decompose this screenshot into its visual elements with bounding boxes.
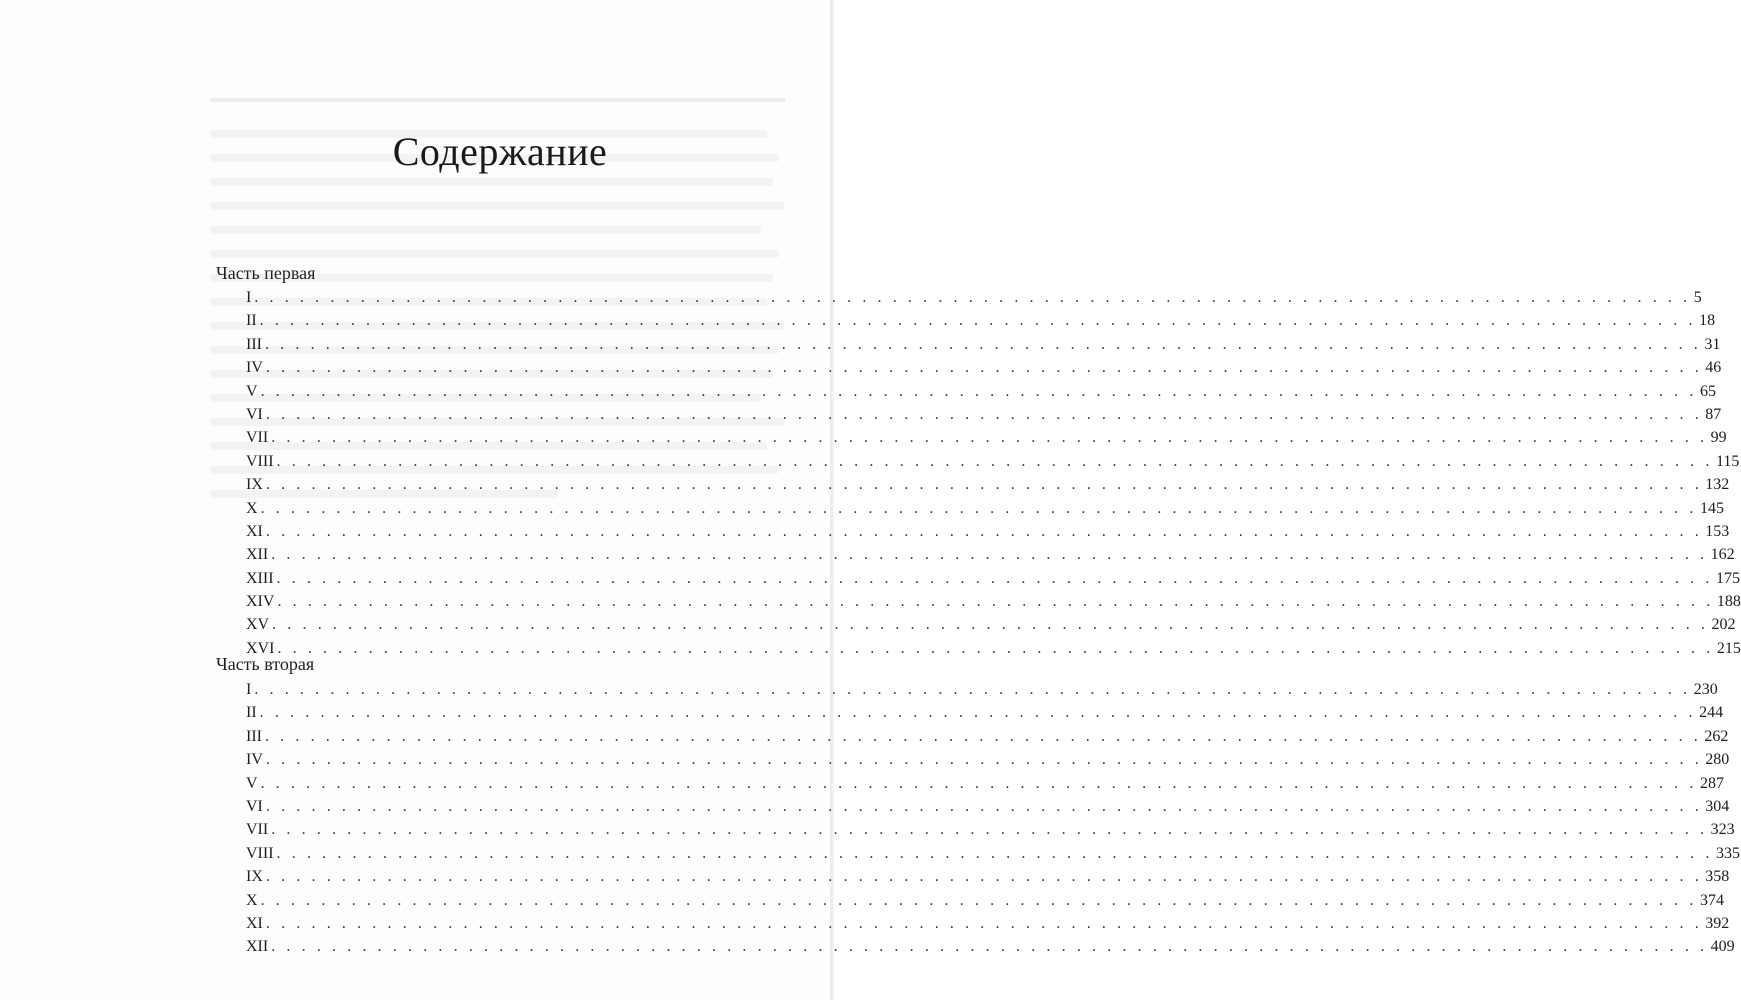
part-one-entries xyxy=(246,286,1741,660)
page-number: 202 xyxy=(1711,616,1736,634)
page-number: 132 xyxy=(1705,476,1730,494)
part-one-heading: Часть первая xyxy=(216,263,316,283)
toc-entry xyxy=(246,701,1724,724)
page-number: 87 xyxy=(1705,405,1722,423)
chapter-number: XI xyxy=(246,914,263,932)
chapter-number: IV xyxy=(246,751,263,769)
toc-entry xyxy=(246,543,1735,566)
page-number: 335 xyxy=(1715,844,1740,862)
toc-entry xyxy=(246,356,1722,379)
show-through-rule xyxy=(210,98,785,102)
dot-leader: . . . . . . . . . . . . . . . . . . . . . . . . . . . . . . . . . . . . . . . . . . . . . . . . . . . . . . . . . . . . . . . . . . . . . . . . . . . . . . . . . . . . . . . . . . . . . . . xyxy=(254,289,1691,306)
toc-entry xyxy=(246,426,1727,449)
chapter-number: VII xyxy=(246,821,269,839)
chapter-number: X xyxy=(246,499,258,517)
toc-entry xyxy=(246,613,1736,636)
dot-leader: . . . . . . . . . . . . . . . . . . . . . . . . . . . . . . . . . . . . . . . . . . . . . . . . . . . . . . . . . . . . . . . . . . . . . . . . . . . . . . . . . . . . . . . . . . . . . . . xyxy=(260,499,1697,517)
dot-leader: . . . . . . . . . . . . . . . . . . . . . . . . . . . . . . . . . . . . . . . . . . . . . . . . . . . . . . . . . . . . . . . . . . . . . . . . . . . . . . . . . . . . . . . . . . . . . . . xyxy=(271,821,1708,839)
page-number: 392 xyxy=(1705,914,1730,932)
toc-entry xyxy=(246,889,1724,912)
toc-entry xyxy=(246,286,1702,309)
toc-entry xyxy=(246,865,1730,888)
dot-leader: . . . . . . . . . . . . . . . . . . . . . . . . . . . . . . . . . . . . . . . . . . . . . . . . . . . . . . . . . . . . . . . . . . . . . . . . . . . . . . . . . . . . . . . . . . . . . . . xyxy=(271,546,1708,564)
page-number: 175 xyxy=(1715,569,1740,587)
dot-leader: . . . . . . . . . . . . . . . . . . . . . . . . . . . . . . . . . . . . . . . . . . . . . . . . . . . . . . . . . . . . . . . . . . . . . . . . . . . . . . . . . . . . . . . . . . . . . . . xyxy=(276,569,1713,587)
chapter-number: VIII xyxy=(246,452,274,470)
toc-entry xyxy=(246,520,1730,543)
chapter-number: VIII xyxy=(246,844,274,862)
part-two-entries xyxy=(246,678,1740,959)
page-number: 99 xyxy=(1710,429,1727,447)
dot-leader: . . . . . . . . . . . . . . . . . . . . . . . . . . . . . . . . . . . . . . . . . . . . . . . . . . . . . . . . . . . . . . . . . . . . . . . . . . . . . . . . . . . . . . . . . . . . . . . xyxy=(276,844,1713,862)
toc-entry xyxy=(246,473,1730,496)
page-number: 230 xyxy=(1693,681,1718,698)
page-number: 65 xyxy=(1699,382,1716,400)
page-number: 18 xyxy=(1699,312,1716,330)
toc-entry xyxy=(246,725,1729,748)
toc-entry xyxy=(246,678,1718,701)
toc-entry xyxy=(246,450,1740,473)
chapter-number: VII xyxy=(246,429,269,447)
page-number: 244 xyxy=(1699,704,1724,722)
dot-leader: . . . . . . . . . . . . . . . . . . . . . . . . . . . . . . . . . . . . . . . . . . . . . . . . . . . . . . . . . . . . . . . . . . . . . . . . . . . . . . . . . . . . . . . . . . . . . . . xyxy=(276,452,1713,470)
page-number: 115 xyxy=(1715,452,1740,470)
chapter-number: XIV xyxy=(246,593,275,611)
page-number: 153 xyxy=(1705,522,1730,540)
dot-leader: . . . . . . . . . . . . . . . . . . . . . . . . . . . . . . . . . . . . . . . . . . . . . . . . . . . . . . . . . . . . . . . . . . . . . . . . . . . . . . . . . . . . . . . . . . . . . . . xyxy=(260,774,1697,792)
toc-entry xyxy=(246,772,1724,795)
page-number: 287 xyxy=(1699,774,1724,792)
toc-entry xyxy=(246,333,1721,356)
page-number: 358 xyxy=(1705,868,1730,886)
chapter-number: XVI xyxy=(246,639,275,657)
chapter-number: V xyxy=(246,382,258,400)
chapter-number: XI xyxy=(246,522,263,540)
dot-leader: . . . . . . . . . . . . . . . . . . . . . . . . . . . . . . . . . . . . . . . . . . . . . . . . . . . . . . . . . . . . . . . . . . . . . . . . . . . . . . . . . . . . . . . . . . . . . . . xyxy=(271,429,1708,447)
toc-entry xyxy=(246,795,1730,818)
toc-entry xyxy=(246,912,1730,935)
page-number: 323 xyxy=(1710,821,1735,839)
toc-entry xyxy=(246,567,1740,590)
toc-entry xyxy=(246,748,1730,771)
page-number: 46 xyxy=(1705,359,1722,377)
chapter-number: VI xyxy=(246,405,263,423)
chapter-number: III xyxy=(246,727,262,745)
page-number: 215 xyxy=(1716,639,1741,657)
chapter-number: II xyxy=(246,312,257,330)
dot-leader: . . . . . . . . . . . . . . . . . . . . . . . . . . . . . . . . . . . . . . . . . . . . . . . . . . . . . . . . . . . . . . . . . . . . . . . . . . . . . . . . . . . . . . . . . . . . . . . xyxy=(271,938,1708,956)
page-number: 409 xyxy=(1710,938,1735,956)
chapter-number: X xyxy=(246,891,258,909)
dot-leader: . . . . . . . . . . . . . . . . . . . . . . . . . . . . . . . . . . . . . . . . . . . . . . . . . . . . . . . . . . . . . . . . . . . . . . . . . . . . . . . . . . . . . . . . . . . . . . . xyxy=(277,593,1714,611)
chapter-number: XIII xyxy=(246,569,274,587)
dot-leader: . . . . . . . . . . . . . . . . . . . . . . . . . . . . . . . . . . . . . . . . . . . . . . . . . . . . . . . . . . . . . . . . . . . . . . . . . . . . . . . . . . . . . . . . . . . . . . . xyxy=(264,335,1702,353)
chapter-number: VI xyxy=(246,797,263,815)
dot-leader: . . . . . . . . . . . . . . . . . . . . . . . . . . . . . . . . . . . . . . . . . . . . . . . . . . . . . . . . . . . . . . . . . . . . . . . . . . . . . . . . . . . . . . . . . . . . . . . xyxy=(265,405,1703,423)
chapter-number: I xyxy=(246,681,252,698)
page-number: 188 xyxy=(1716,593,1741,611)
dot-leader: . . . . . . . . . . . . . . . . . . . . . . . . . . . . . . . . . . . . . . . . . . . . . . . . . . . . . . . . . . . . . . . . . . . . . . . . . . . . . . . . . . . . . . . . . . . . . . . xyxy=(265,797,1703,815)
dot-leader: . . . . . . . . . . . . . . . . . . . . . . . . . . . . . . . . . . . . . . . . . . . . . . . . . . . . . . . . . . . . . . . . . . . . . . . . . . . . . . . . . . . . . . . . . . . . . . . xyxy=(260,891,1697,909)
dot-leader: . . . . . . . . . . . . . . . . . . . . . . . . . . . . . . . . . . . . . . . . . . . . . . . . . . . . . . . . . . . . . . . . . . . . . . . . . . . . . . . . . . . . . . . . . . . . . . . xyxy=(277,639,1714,657)
page-number: 304 xyxy=(1705,797,1730,815)
dot-leader: . . . . . . . . . . . . . . . . . . . . . . . . . . . . . . . . . . . . . . . . . . . . . . . . . . . . . . . . . . . . . . . . . . . . . . . . . . . . . . . . . . . . . . . . . . . . . . . xyxy=(265,522,1703,540)
dot-leader: . . . . . . . . . . . . . . . . . . . . . . . . . . . . . . . . . . . . . . . . . . . . . . . . . . . . . . . . . . . . . . . . . . . . . . . . . . . . . . . . . . . . . . . . . . . . . . . xyxy=(265,359,1703,377)
chapter-number: II xyxy=(246,704,257,722)
toc-entry xyxy=(246,637,1741,660)
chapter-number: III xyxy=(246,335,262,353)
dot-leader: . . . . . . . . . . . . . . . . . . . . . . . . . . . . . . . . . . . . . . . . . . . . . . . . . . . . . . . . . . . . . . . . . . . . . . . . . . . . . . . . . . . . . . . . . . . . . . . xyxy=(259,704,1697,722)
dot-leader: . . . . . . . . . . . . . . . . . . . . . . . . . . . . . . . . . . . . . . . . . . . . . . . . . . . . . . . . . . . . . . . . . . . . . . . . . . . . . . . . . . . . . . . . . . . . . . . xyxy=(265,751,1703,769)
toc-entry xyxy=(246,309,1716,332)
chapter-number: XII xyxy=(246,938,269,956)
chapter-number: IX xyxy=(246,476,263,494)
toc-entry xyxy=(246,380,1716,403)
page-number: 374 xyxy=(1699,891,1724,909)
dot-leader: . . . . . . . . . . . . . . . . . . . . . . . . . . . . . . . . . . . . . . . . . . . . . . . . . . . . . . . . . . . . . . . . . . . . . . . . . . . . . . . . . . . . . . . . . . . . . . . xyxy=(265,914,1703,932)
toc-entry xyxy=(246,818,1735,841)
toc-entry xyxy=(246,590,1741,613)
dot-leader: . . . . . . . . . . . . . . . . . . . . . . . . . . . . . . . . . . . . . . . . . . . . . . . . . . . . . . . . . . . . . . . . . . . . . . . . . . . . . . . . . . . . . . . . . . . . . . . xyxy=(254,681,1691,698)
chapter-number: I xyxy=(246,289,252,306)
dot-leader: . . . . . . . . . . . . . . . . . . . . . . . . . . . . . . . . . . . . . . . . . . . . . . . . . . . . . . . . . . . . . . . . . . . . . . . . . . . . . . . . . . . . . . . . . . . . . . . xyxy=(272,616,1709,634)
toc-entry xyxy=(246,403,1722,426)
dot-leader: . . . . . . . . . . . . . . . . . . . . . . . . . . . . . . . . . . . . . . . . . . . . . . . . . . . . . . . . . . . . . . . . . . . . . . . . . . . . . . . . . . . . . . . . . . . . . . . xyxy=(265,868,1703,886)
page-number: 280 xyxy=(1705,751,1730,769)
chapter-number: XV xyxy=(246,616,270,634)
chapter-number: IV xyxy=(246,359,263,377)
toc-entry xyxy=(246,935,1735,958)
chapter-number: IX xyxy=(246,868,263,886)
page-number: 262 xyxy=(1704,727,1729,745)
dot-leader: . . . . . . . . . . . . . . . . . . . . . . . . . . . . . . . . . . . . . . . . . . . . . . . . . . . . . . . . . . . . . . . . . . . . . . . . . . . . . . . . . . . . . . . . . . . . . . . xyxy=(259,312,1697,330)
page-number: 5 xyxy=(1693,289,1702,306)
page-number: 145 xyxy=(1699,499,1724,517)
toc-entry xyxy=(246,497,1724,520)
part-two-heading: Часть вторая xyxy=(216,654,315,674)
chapter-number: V xyxy=(246,774,258,792)
dot-leader: . . . . . . . . . . . . . . . . . . . . . . . . . . . . . . . . . . . . . . . . . . . . . . . . . . . . . . . . . . . . . . . . . . . . . . . . . . . . . . . . . . . . . . . . . . . . . . . xyxy=(260,382,1697,400)
page-number: 162 xyxy=(1710,546,1735,564)
page-title: Содержание xyxy=(392,129,608,174)
page-number: 31 xyxy=(1704,335,1721,353)
dot-leader: . . . . . . . . . . . . . . . . . . . . . . . . . . . . . . . . . . . . . . . . . . . . . . . . . . . . . . . . . . . . . . . . . . . . . . . . . . . . . . . . . . . . . . . . . . . . . . . xyxy=(265,476,1703,494)
toc-entry xyxy=(246,842,1740,865)
dot-leader: . . . . . . . . . . . . . . . . . . . . . . . . . . . . . . . . . . . . . . . . . . . . . . . . . . . . . . . . . . . . . . . . . . . . . . . . . . . . . . . . . . . . . . . . . . . . . . . xyxy=(264,727,1702,745)
chapter-number: XII xyxy=(246,546,269,564)
